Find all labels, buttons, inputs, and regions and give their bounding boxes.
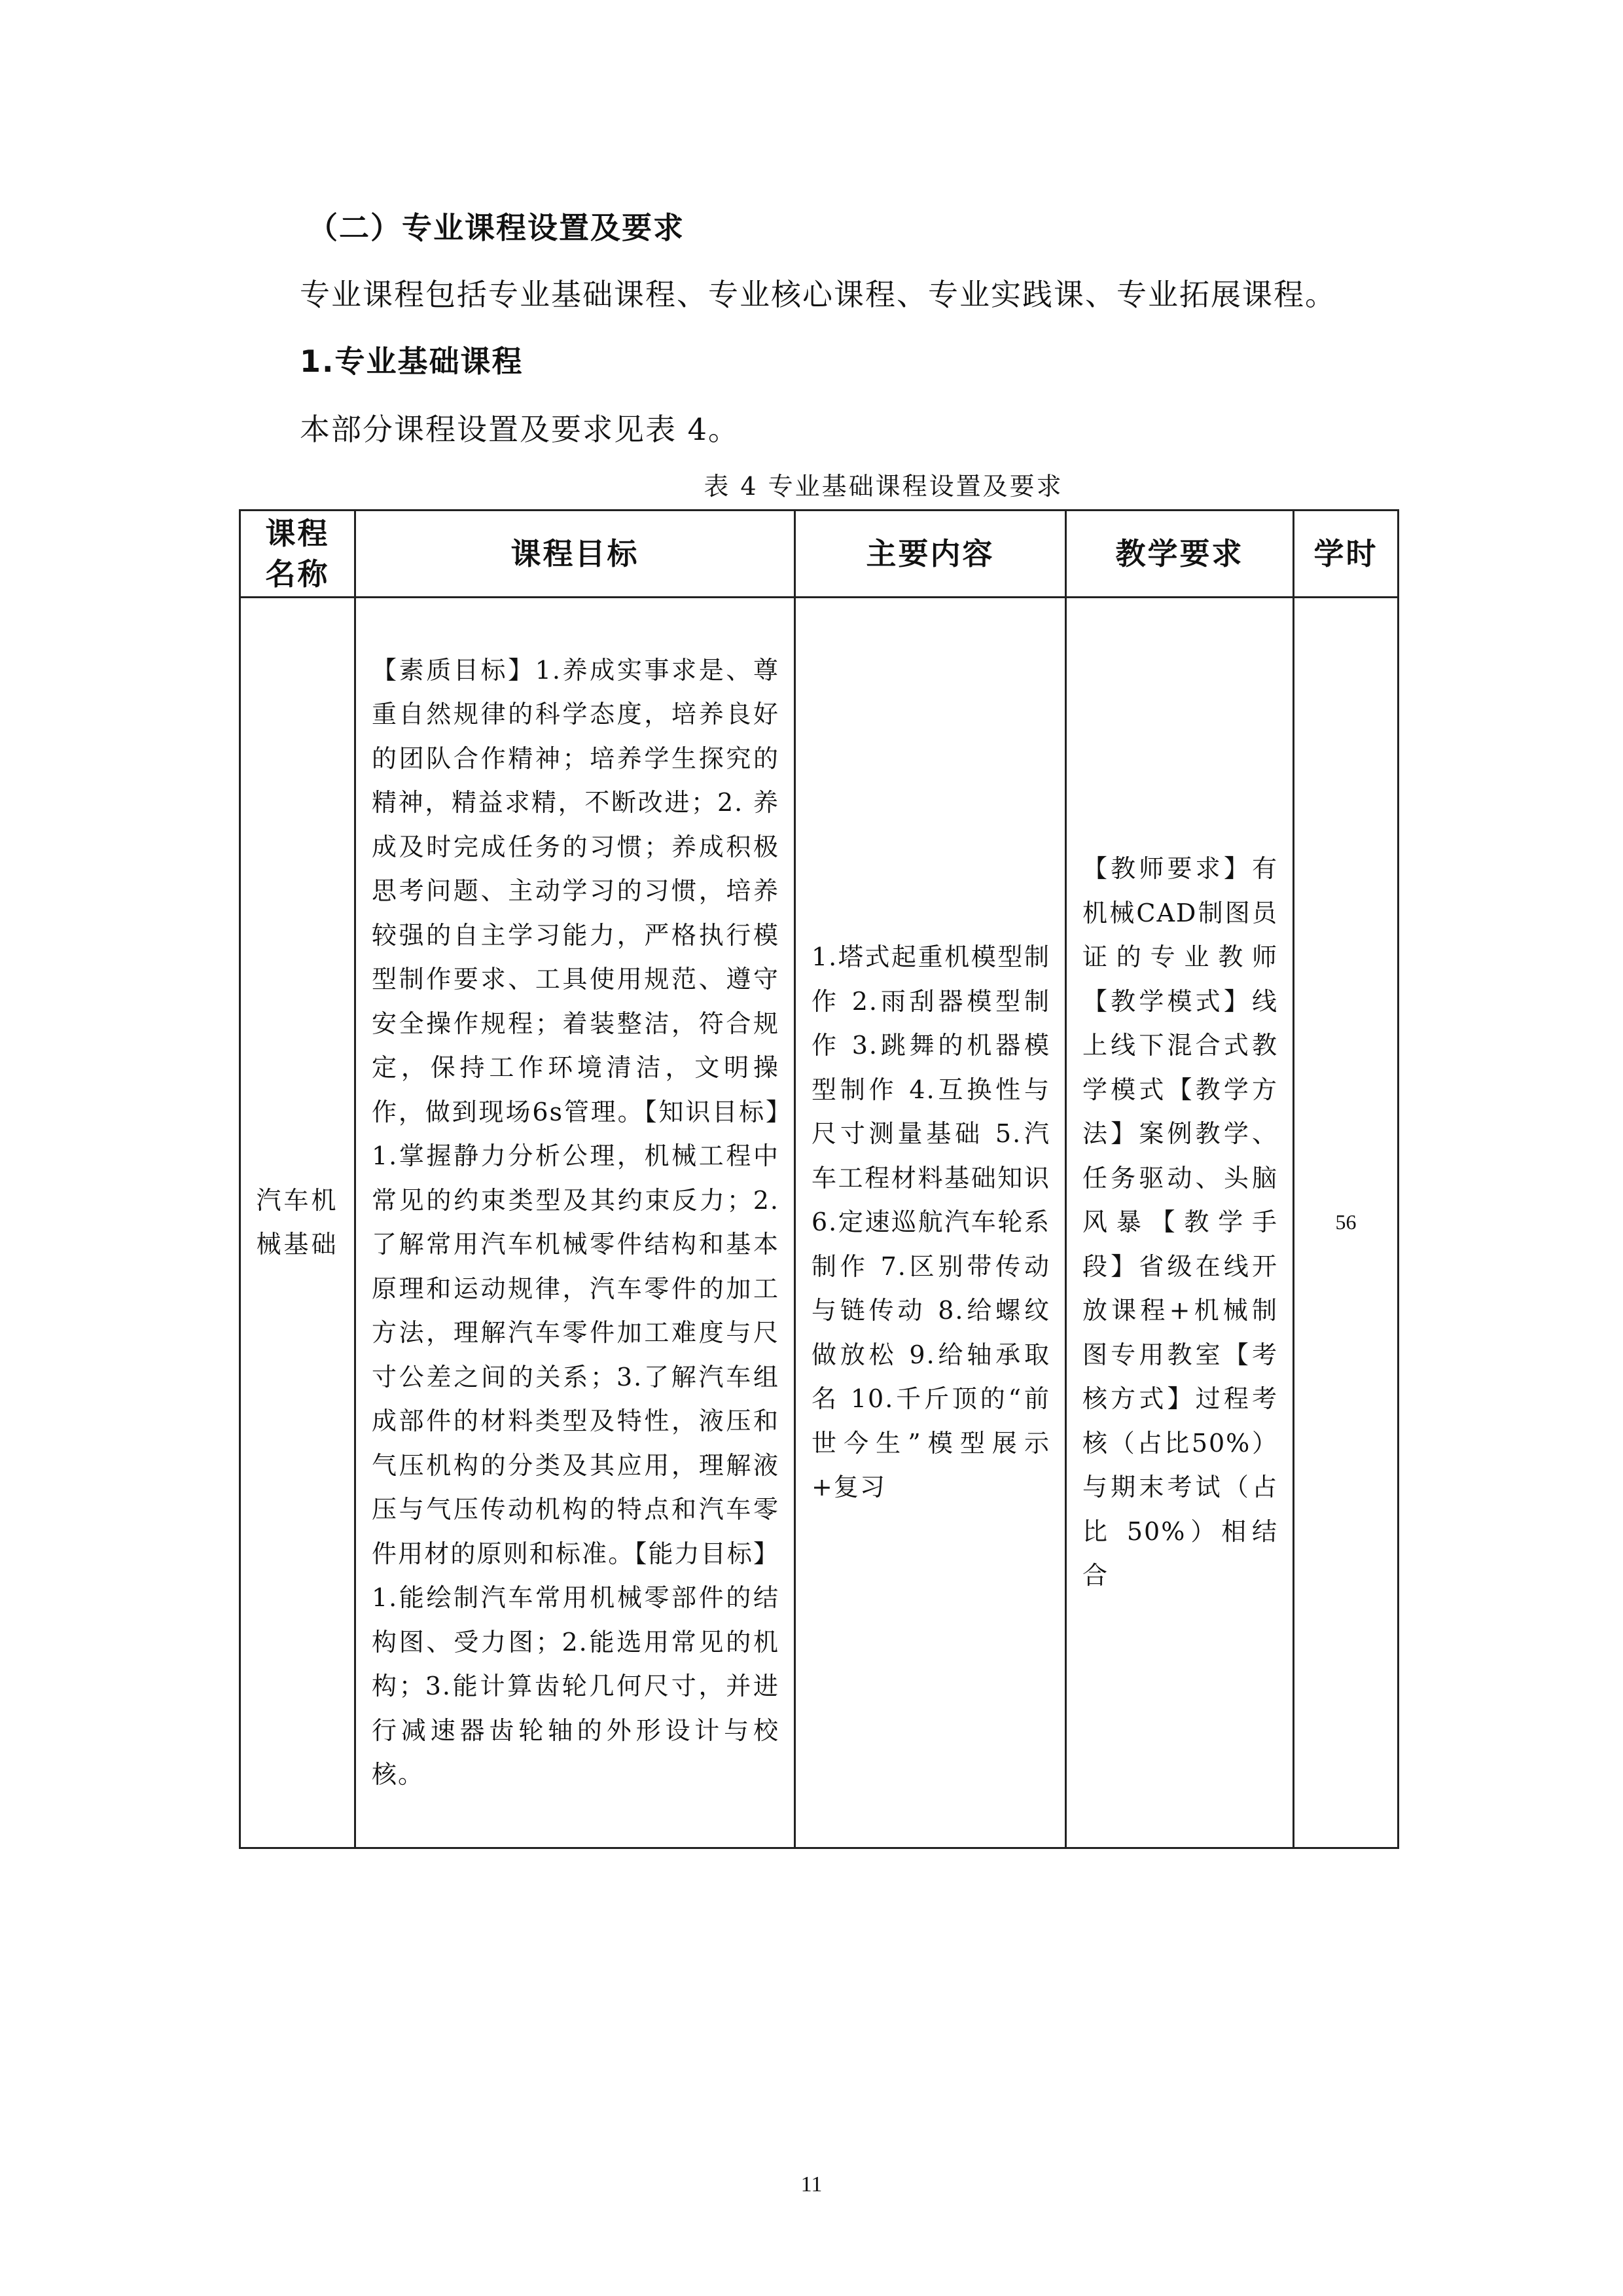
section-heading: （二）专业课程设置及要求 bbox=[308, 210, 685, 245]
header-requirements: 教学要求 bbox=[1066, 511, 1294, 598]
header-course-name-line2: 名称 bbox=[265, 556, 330, 592]
requirements-cell bbox=[1066, 598, 1294, 1848]
subheading: 1.专业基础课程 bbox=[300, 344, 524, 379]
header-objectives: 课程目标 bbox=[355, 511, 795, 598]
course-table bbox=[239, 509, 1399, 1849]
course-objectives: 【素质目标】1.养成实事求是、尊重自然规律的科学态度，培养良好的团队合作精神；培养学生探究的精神，精益求精，不断改进；2. 养成及时完成任务的习惯；养成积极思考问题、主动学习的习惯，培养较强的自主学习能力，严格执行模型制作要求、工具使用规范、遵守安全操作规程；着装整洁，符合规定，保持工作环境清洁，文明操作，做到现场6s管理。【知识目标】1.掌握静力分析公理，机械工程中常见的约束类型及其约束反力；2.了解常用汽车机械零件结构和基本原理和运动规律，汽车零件的加工方法，理解汽车零件加工难度与尺寸公差之间的关系；3.了解汽车组成部件的材料类型及特性，液压和气压机构的分类及其应用，理解液压与气压传动机构的特点和汽车零件用材的原则和标准。【能力目标】1.能绘制汽车常用机械零部件的结构图、受力图；2.能选用常见的机构；3.能计算齿轮几何尺寸，并进行减速器齿轮轴的外形设计与校核。 bbox=[372, 655, 779, 1789]
table-header-row bbox=[240, 511, 1399, 598]
course-content: 1.塔式起重机模型制作 2.雨刮器模型制作 3.跳舞的机器模型制作 4.互换性与尺寸测量基础 5.汽车工程材料基础知识 6.定速巡航汽车轮系制作 7.区别带传动与链传动 8.给螺纹做放松 9.给轴承取名 10.千斤顶的“前世今生”模型展示+复习 bbox=[812, 942, 1050, 1502]
content-cell bbox=[795, 598, 1066, 1848]
course-name: 汽车机械基础 bbox=[256, 1185, 339, 1259]
page-number: 11 bbox=[800, 2172, 823, 2197]
header-course-name bbox=[240, 511, 355, 598]
hours-cell bbox=[1294, 598, 1399, 1848]
teaching-requirements: 【教师要求】有机械CAD制图员证的专业教师【教学模式】线上线下混合式教学模式【教学方法】案例教学、任务驱动、头脑风暴【教学手段】省级在线开放课程+机械制图专用教室【考核方式】过程考核（占比50%）与期末考试（占比 50%）相结合 bbox=[1082, 854, 1278, 1590]
reference-paragraph: 本部分课程设置及要求见表 4。 bbox=[300, 412, 740, 447]
header-course-name-line1: 课程 bbox=[265, 516, 330, 551]
header-hours: 学时 bbox=[1294, 511, 1399, 598]
course-name-cell bbox=[240, 598, 355, 1848]
course-hours: 56 bbox=[1335, 1210, 1357, 1234]
objectives-cell bbox=[355, 598, 795, 1848]
header-content: 主要内容 bbox=[795, 511, 1066, 598]
intro-paragraph: 专业课程包括专业基础课程、专业核心课程、专业实践课、专业拓展课程。 bbox=[300, 277, 1336, 312]
table-row bbox=[240, 598, 1399, 1848]
table-caption: 表 4 专业基础课程设置及要求 bbox=[704, 472, 1063, 501]
